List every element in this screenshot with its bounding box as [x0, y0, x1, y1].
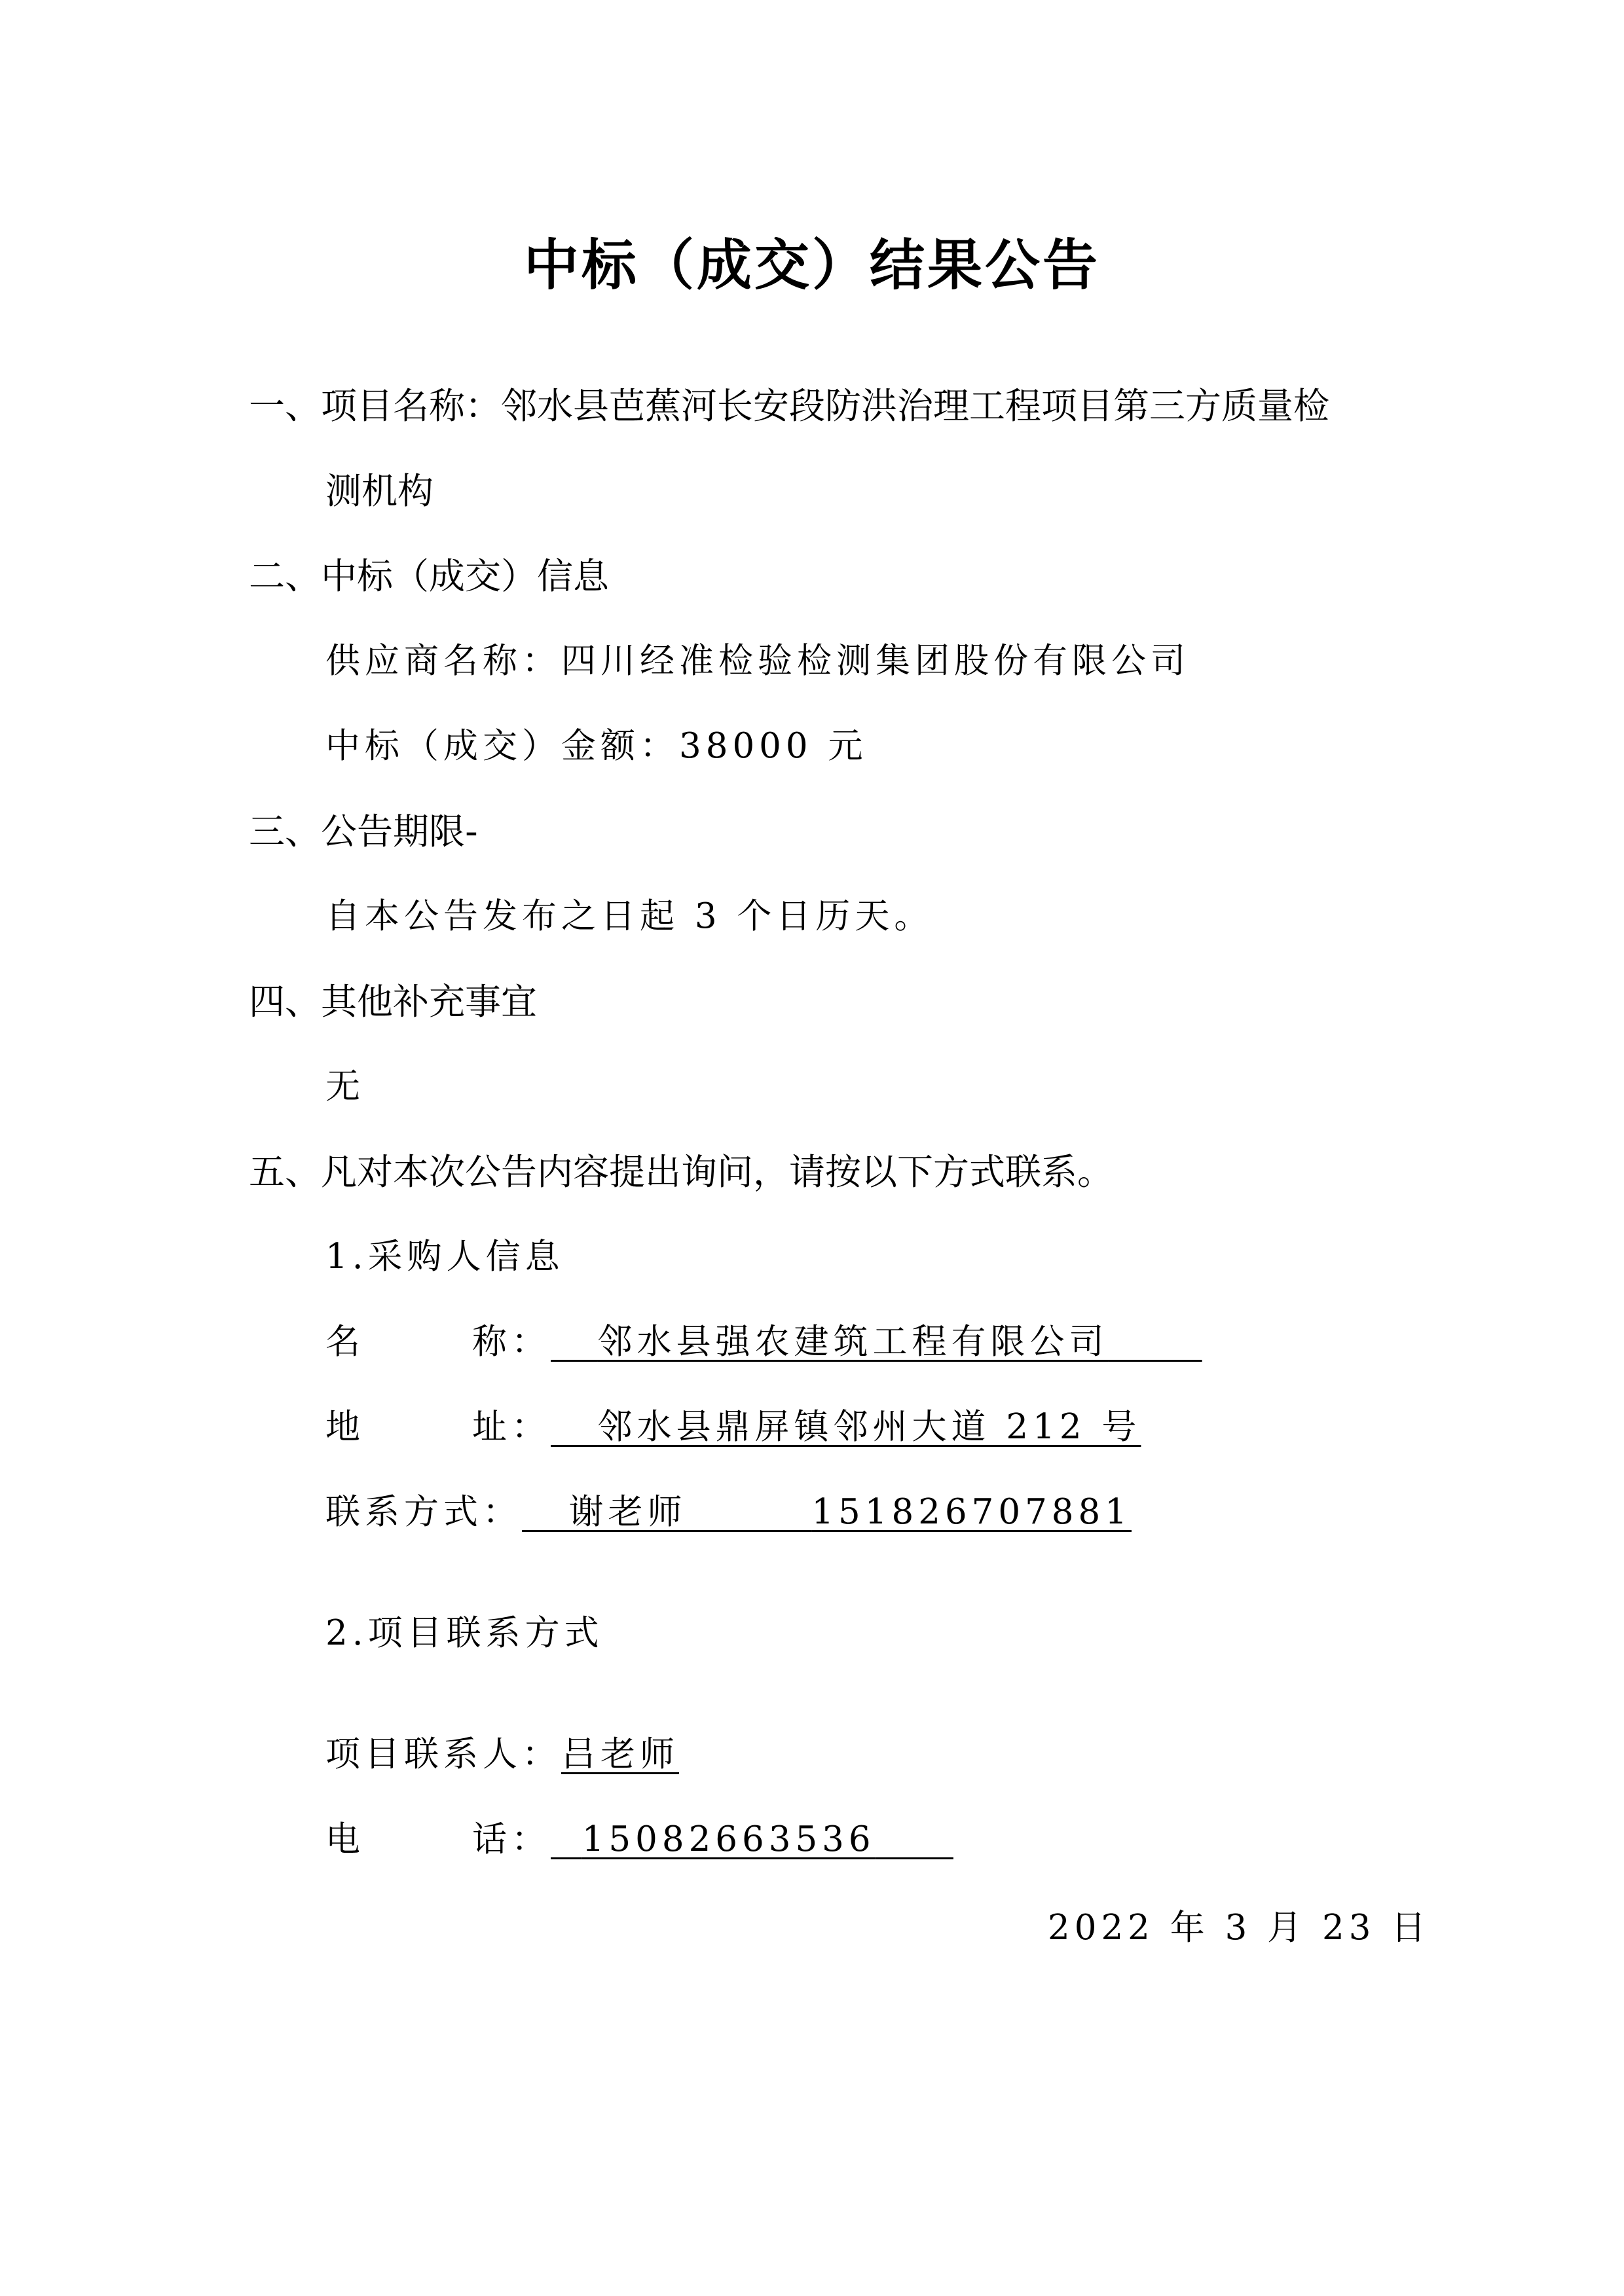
other-matters-text: 无 — [325, 1066, 365, 1106]
project-phone-label-a: 电 — [325, 1819, 365, 1859]
purchaser-contact-phone: 151826707881 — [811, 1492, 1132, 1532]
purchaser-address-label-a: 地 — [325, 1407, 365, 1447]
purchaser-info-label: 1.采购人信息 — [325, 1237, 564, 1277]
purchaser-address-row — [325, 1401, 1141, 1453]
project-contact-label: 2.项目联系方式 — [325, 1613, 604, 1653]
project-phone-label-b: 话： — [472, 1819, 551, 1859]
project-contact-person-value: 吕老师 — [561, 1734, 679, 1774]
section-5-heading: 五、凡对本次公告内容提出询问，请按以下方式联系。 — [249, 1151, 1114, 1193]
purchaser-name-label-a: 名 — [325, 1322, 365, 1362]
section-1-heading: 一、项目名称：邻水县芭蕉河长安段防洪治理工程项目第三方质量检 — [249, 385, 1330, 427]
purchaser-name-row — [325, 1316, 1202, 1368]
purchaser-address-label-b: 址： — [472, 1407, 551, 1447]
supplier-line: 供应商名称：四川经准检验检测集团股份有限公司 — [325, 641, 1190, 681]
project-contact-phone-row — [325, 1813, 953, 1866]
purchaser-contact-row — [325, 1486, 1132, 1539]
project-phone-value: 15082663536 — [581, 1819, 876, 1859]
announcement-date: 2022 年 3 月 23 日 — [1048, 1908, 1431, 1948]
page-title: 中标（成交）结果公告 — [523, 233, 1100, 297]
section-3-heading: 三、公告期限- — [249, 811, 478, 852]
purchaser-name-label-b: 称： — [472, 1322, 551, 1362]
notice-period-text: 自本公告发布之日起 3 个日历天。 — [325, 896, 934, 936]
purchaser-contact-label: 联系方式： — [325, 1492, 522, 1532]
project-contact-person-row — [325, 1728, 679, 1781]
purchaser-contact-value — [522, 1492, 1132, 1532]
section-2-heading: 二、中标（成交）信息 — [249, 555, 610, 597]
amount-line: 中标（成交）金额：38000 元 — [325, 726, 868, 766]
section-4-heading: 四、其他补充事宜 — [249, 981, 538, 1023]
section-1-heading-continued: 测机构 — [325, 470, 434, 512]
purchaser-contact-person: 谢老师 — [568, 1492, 687, 1532]
purchaser-address-value: 邻水县鼎屏镇邻州大道 212 号 — [597, 1407, 1141, 1447]
project-contact-person-label: 项目联系人： — [325, 1734, 561, 1774]
purchaser-name-value: 邻水县强农建筑工程有限公司 — [597, 1322, 1109, 1362]
